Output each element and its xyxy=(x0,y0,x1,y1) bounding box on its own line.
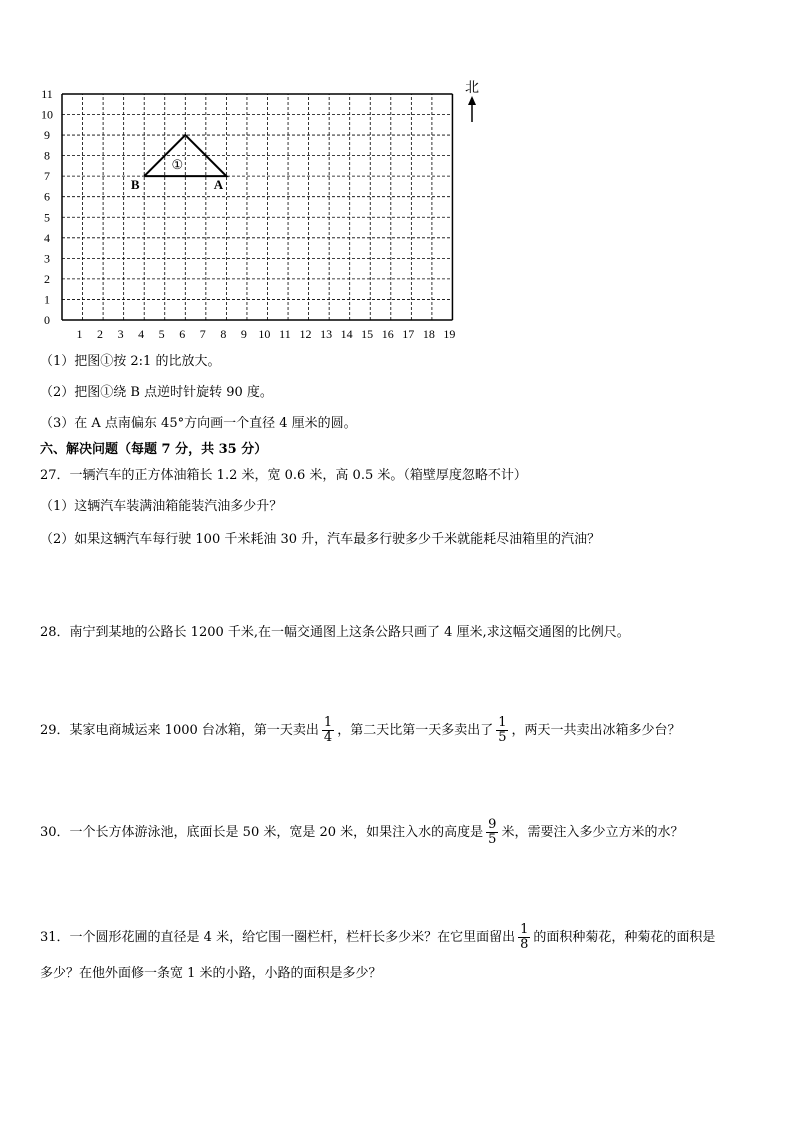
q29-fraction-1 xyxy=(322,716,334,745)
q26-item-3: （3）在 A 点南偏东 45°方向画一个直径 4 厘米的圆。 xyxy=(40,416,357,431)
x-tick-label: 6 xyxy=(179,327,186,341)
q30-part-2: 米，需要注入多少立方米的水？ xyxy=(501,825,684,840)
q26-item-2: （2）把图①绕 B 点逆时针旋转 90 度。 xyxy=(40,385,273,400)
q29-fraction-2 xyxy=(496,716,508,745)
q31-part-1: 31．一个圆形花圃的直径是 4 米，给它围一圈栏杆，栏杆长多少米？在它里面留出 xyxy=(40,930,516,945)
q30-fraction xyxy=(486,818,498,847)
fraction-denominator: 5 xyxy=(488,832,497,847)
x-tick-label: 12 xyxy=(299,327,312,341)
q27-text: 27．一辆汽车的正方体油箱长 1.2 米，宽 0.6 米，高 0.5 米。（箱壁厚度忽略不计） xyxy=(40,468,527,483)
q31-fraction xyxy=(518,923,530,952)
y-tick-label: 7 xyxy=(44,169,50,184)
point-a-label: A xyxy=(213,177,224,193)
q29-text xyxy=(40,716,681,745)
fraction-numerator: 1 xyxy=(520,922,529,937)
y-tick-label: 11 xyxy=(41,86,53,101)
north-arrow-icon xyxy=(468,96,476,122)
x-tick-label: 9 xyxy=(240,327,247,341)
x-tick-label: 10 xyxy=(258,327,271,341)
q27-sub-2: （2）如果这辆汽车每行驶 100 千米耗油 30 升，汽车最多行驶多少千米就能耗尽油箱里的汽油？ xyxy=(40,532,601,547)
x-axis-labels xyxy=(76,327,455,341)
x-tick-label: 2 xyxy=(97,327,104,341)
x-tick-label: 19 xyxy=(443,327,456,341)
x-tick-label: 13 xyxy=(320,327,333,341)
y-tick-label: 3 xyxy=(44,251,50,266)
y-tick-label: 2 xyxy=(44,271,50,286)
fraction-numerator: 1 xyxy=(498,715,507,730)
fraction-denominator: 4 xyxy=(323,730,333,745)
section-heading: 六、解决问题（每题 7 分，共 35 分） xyxy=(40,442,268,457)
fraction-numerator: 1 xyxy=(323,715,333,730)
y-axis-labels xyxy=(41,87,53,327)
y-tick-label: 9 xyxy=(44,128,50,143)
coordinate-grid-figure xyxy=(0,0,794,350)
y-tick-label: 6 xyxy=(44,189,50,204)
x-tick-label: 1 xyxy=(76,327,83,341)
x-tick-label: 11 xyxy=(279,327,291,341)
y-tick-label: 8 xyxy=(44,148,50,163)
q31-text-line-2: 多少？在他外面修一条宽 1 米的小路，小路的面积是多少？ xyxy=(40,966,382,981)
y-tick-label: 4 xyxy=(44,230,50,245)
q26-item-1: （1）把图①按 2:1 的比放大。 xyxy=(40,354,221,369)
q28-text: 28．南宁到某地的公路长 1200 千米,在一幅交通图上这条公路只画了 4 厘米,求这幅交通图的比例尺。 xyxy=(40,625,630,640)
fraction-denominator: 8 xyxy=(520,937,529,952)
x-tick-label: 8 xyxy=(220,327,227,341)
grid-lines xyxy=(62,94,452,320)
x-tick-label: 4 xyxy=(138,327,145,341)
y-tick-label: 0 xyxy=(44,313,50,327)
q30-text xyxy=(40,818,683,847)
shape-label: ① xyxy=(171,157,184,173)
q29-part-1: 29．某家电商城运来 1000 台冰箱，第一天卖出 xyxy=(40,723,319,738)
x-tick-label: 3 xyxy=(117,327,124,341)
y-tick-label: 1 xyxy=(44,292,50,307)
point-b-label: B xyxy=(130,177,140,193)
y-tick-label: 5 xyxy=(44,210,50,225)
x-tick-label: 15 xyxy=(361,327,374,341)
x-tick-label: 5 xyxy=(158,327,165,341)
fraction-numerator: 9 xyxy=(488,817,497,832)
q31-part-2: 的面积种菊花，种菊花的面积是 xyxy=(533,930,716,945)
fraction-denominator: 5 xyxy=(498,730,507,745)
q29-part-2: ，第二天比第一天多卖出了 xyxy=(337,723,494,738)
q27-sub-1: （1）这辆汽车装满油箱能装汽油多少升？ xyxy=(40,499,283,514)
x-tick-label: 16 xyxy=(381,327,394,341)
y-tick-label: 10 xyxy=(41,107,53,122)
north-label: 北 xyxy=(465,81,479,96)
q29-part-3: ，两天一共卖出冰箱多少台？ xyxy=(511,723,681,738)
x-tick-label: 14 xyxy=(340,327,353,341)
x-tick-label: 17 xyxy=(402,327,415,341)
q30-part-1: 30．一个长方体游泳池，底面长是 50 米，宽是 20 米，如果注入水的高度是 xyxy=(40,825,484,840)
x-tick-label: 18 xyxy=(422,327,435,341)
q31-text-line-1 xyxy=(40,923,715,952)
x-tick-label: 7 xyxy=(199,327,206,341)
